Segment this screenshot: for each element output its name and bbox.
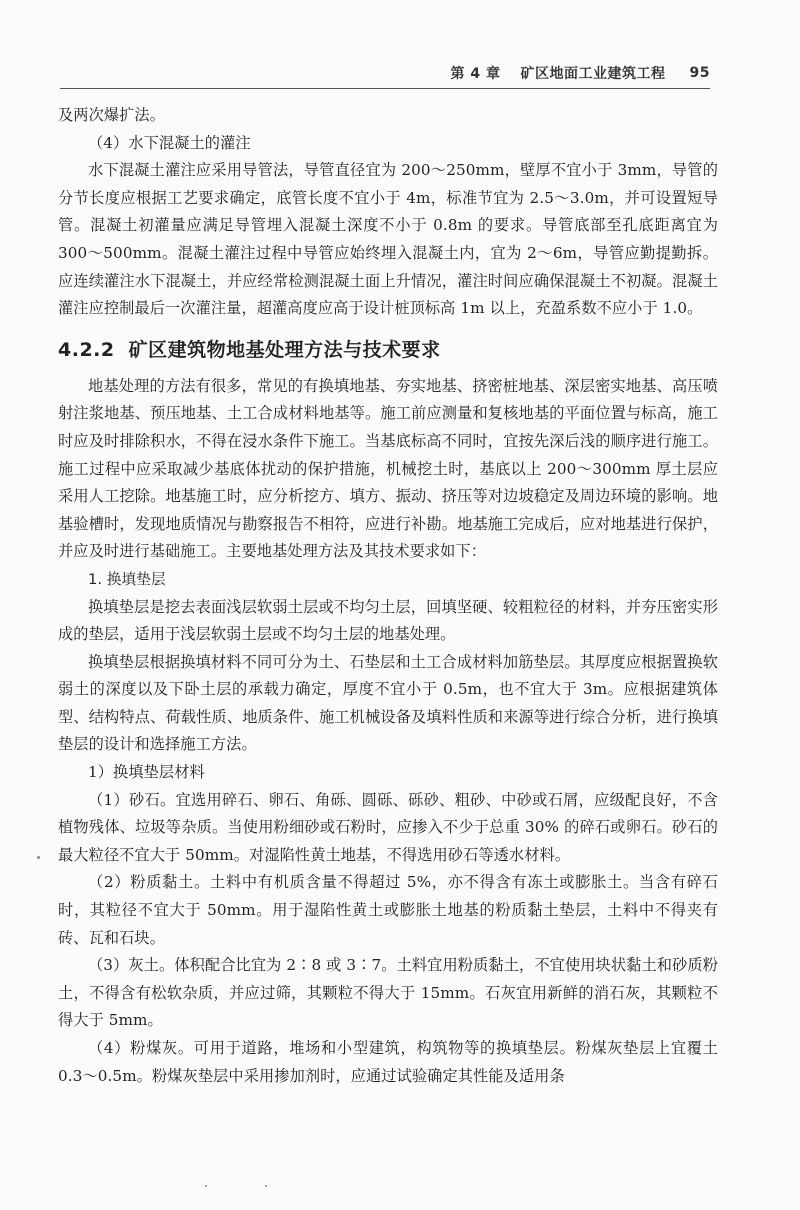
page-body — [58, 102, 718, 1090]
section-heading — [58, 337, 718, 363]
scan-speck — [265, 1185, 267, 1187]
paragraph-underwater-concrete: 水下混凝土灌注应采用导管法，导管直径宜为 200～250mm，壁厚不宜小于 3mm，导管的分节长度应根据工艺要求确定，底管长度不宜小于 4m，标准节宜为 2.5～3.0m，并可设置短导管。混凝土初灌量应满足导管埋入混凝土深度不小于 0.8m 的要求。导管底部至孔底距离宜为 300～500mm。混凝土灌注过程中导管应始终埋入混凝土内，宜为 2～6m，导管应勤提勤拆。应连续灌注水下混凝土，并应经常检测混凝土面上升情况，灌注时间应确保混凝土不初凝。混凝土灌注应控制最后一次灌注量，超灌高度应高于设计桩顶标高 1m 以上，充盈系数不应小于 1.0。 — [58, 161, 718, 318]
paragraph-sand-gravel: （1）砂石。宜选用碎石、卵石、角砾、圆砾、砾砂、粗砂、中砂或石屑，应级配良好，不含植物残体、垃圾等杂质。当使用粉细砂或石粉时，应掺入不少于总重 30% 的碎石或卵石。砂石的最大粒径不宜大于 50mm。对湿陷性黄土地基，不得选用砂石等透水材料。 — [58, 790, 718, 864]
page-number: 95 — [689, 65, 710, 81]
scan-speck — [37, 856, 40, 859]
paragraph-cushion-types: 换填垫层根据换填材料不同可分为土、石垫层和土工合成材料加筋垫层。其厚度应根据置换软弱土的深度以及下卧土层的承载力确定，厚度不宜小于 0.5m，也不宜大于 3m。应根据建筑体型、结构特点、荷载性质、地质条件、施工机械设备及填料性质和来源等进行综合分析，进行换填垫层的设计和选择施工方法。 — [58, 652, 718, 754]
chapter-title: 矿区地面工业建筑工程 — [520, 66, 666, 82]
header-rule — [60, 88, 710, 89]
paragraph-fly-ash: （4）粉煤灰。可用于道路，堆场和小型建筑，构筑物等的换填垫层。粉煤灰垫层上宜覆土 0.3～0.5m。粉煤灰垫层中采用掺加剂时，应通过试验确定其性能及适用条 — [58, 1039, 718, 1085]
subheading-underwater-concrete: （4）水下混凝土的灌注 — [88, 133, 251, 152]
paragraph-cushion-definition: 换填垫层是挖去表面浅层软弱土层或不均匀土层，回填坚硬、较粗粒径的材料，并夯压密实形成的垫层，适用于浅层软弱土层或不均匀土层的地基处理。 — [58, 597, 718, 644]
chapter-number: 第 4 章 — [450, 66, 501, 82]
paragraph-silty-clay: （2）粉质黏土。土料中有机质含量不得超过 5%，亦不得含有冻土或膨胀土。当含有碎石时，其粒径不宜大于 50mm。用于湿陷性黄土或膨胀土地基的粉质黏土垫层，土料中不得夹有砖、瓦和石块。 — [58, 873, 718, 947]
paragraph-continuation: 及两次爆扩法。 — [58, 106, 166, 124]
section-number: 4.2.2 — [58, 338, 115, 361]
paragraph-foundation-methods: 地基处理的方法有很多，常见的有换填地基、夯实地基、挤密桩地基、深层密实地基、高压喷射注浆地基、预压地基、土工合成材料地基等。施工前应测量和复核地基的平面位置与标高，施工时应及时排除积水，不得在浸水条件下施工。当基底标高不同时，宜按先深后浅的顺序进行施工。施工过程中应采取减少基底体扰动的保护措施，机械挖土时，基底以上 200～300mm 厚土层应采用人工挖除。地基施工时，应分析挖方、填方、振动、挤压等对边坡稳定及周边环境的影响。地基验槽时，发现地质情况与勘察报告不相符，应进行补勘。地基施工完成后，应对地基进行保护，并应及时进行基础施工。主要地基处理方法及其技术要求如下： — [58, 376, 718, 561]
paragraph-lime-soil: （3）灰土。体积配合比宜为 2∶8 或 3∶7。土料宜用粉质黏土，不宜使用块状黏土和砂质粉土，不得含有松软杂质，并应过筛，其颗粒不得大于 15mm。石灰宜用新鲜的消石灰，其颗粒不得大于 5mm。 — [58, 956, 718, 1030]
scan-speck — [205, 1185, 207, 1187]
running-header — [60, 60, 710, 86]
subheading-replacement-cushion: 1. 换填垫层 — [88, 570, 166, 588]
section-title: 矿区建筑物地基处理方法与技术要求 — [128, 338, 441, 361]
subheading-cushion-materials: 1）换填垫层材料 — [88, 763, 205, 782]
